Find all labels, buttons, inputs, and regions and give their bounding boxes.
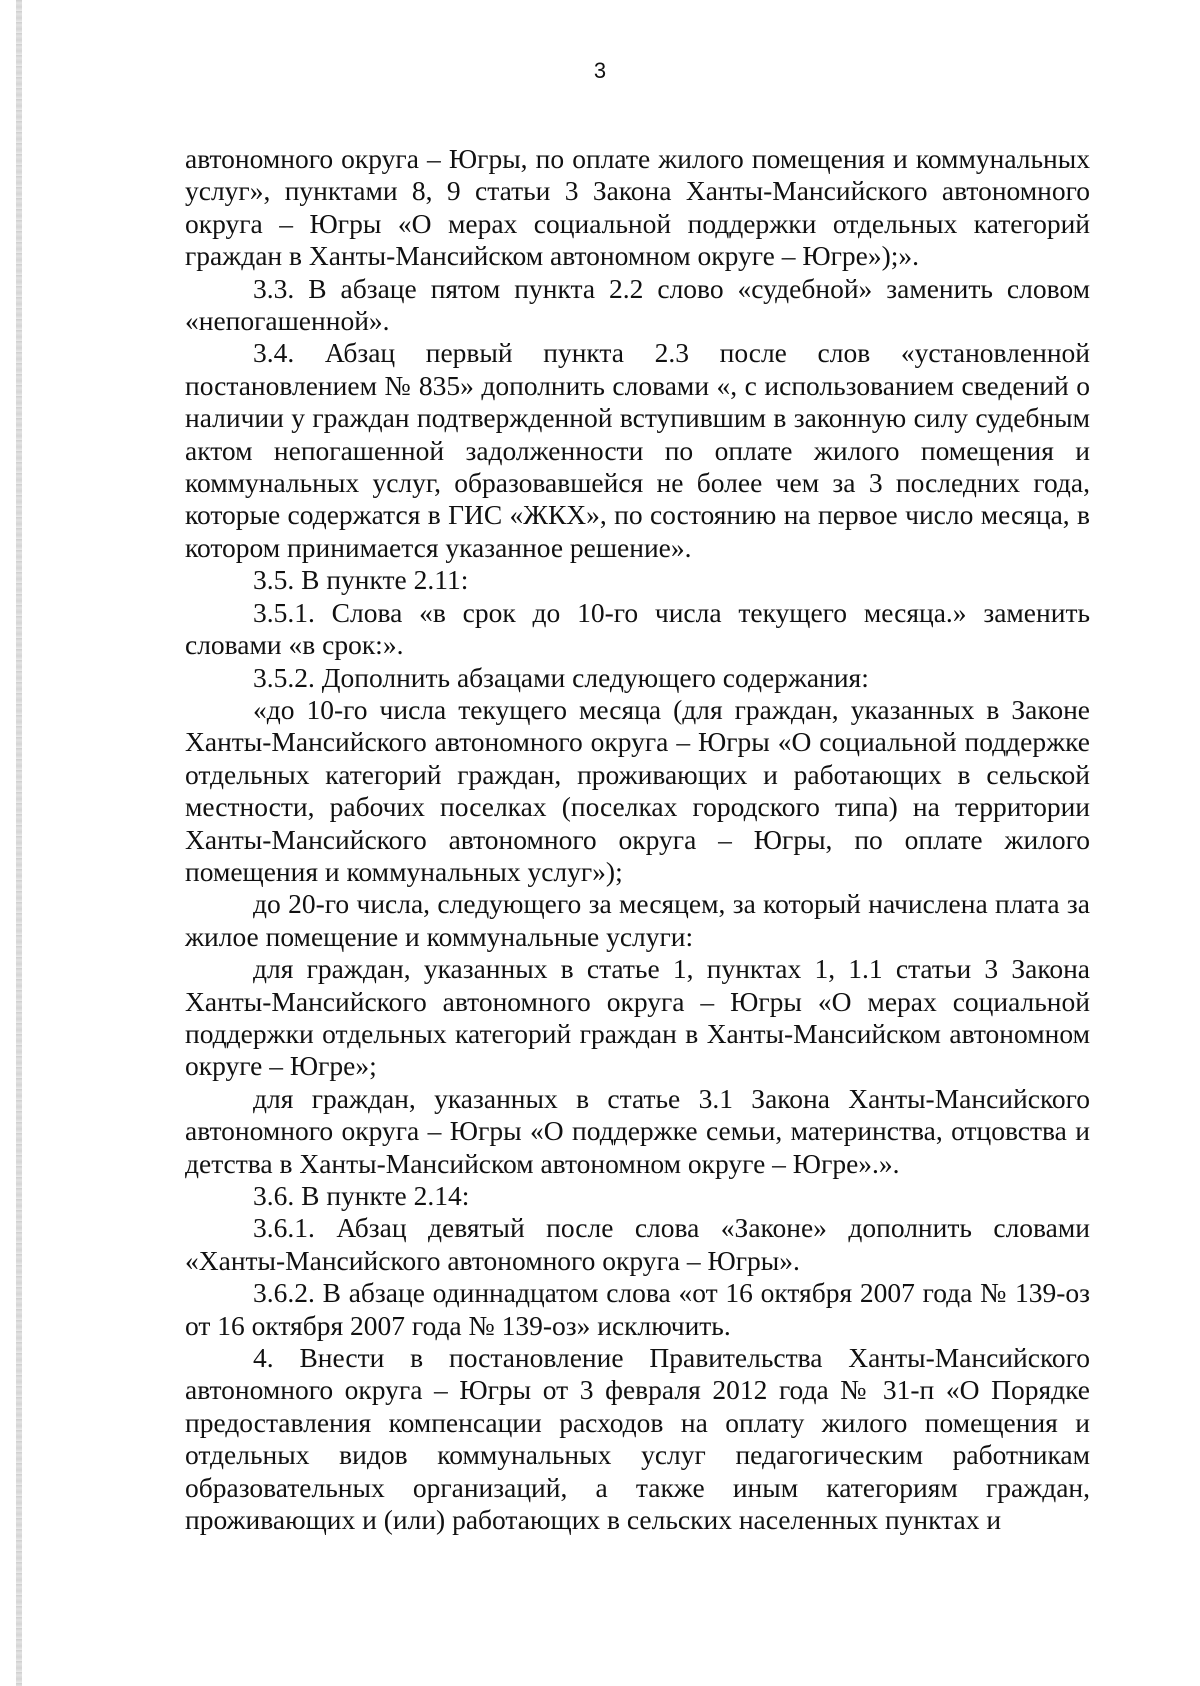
scan-edge-artifact <box>16 0 22 1686</box>
paragraph-quote-10th: «до 10-го числа текущего месяца (для граждан, указанных в Законе Ханты-Мансийского автономного округа – Югры «О социальной поддержке отдельных категорий граждан, проживающих и работающих в сельской местности, рабочих поселках (поселках городского типа) на территории Ханты-Мансийского автономного округа – Югры, по оплате жилого помещения и коммунальных услуг»); <box>185 693 1090 887</box>
paragraph-3-6-2: 3.6.2. В абзаце одиннадцатом слова «от 16 октября 2007 года № 139-оз от 16 октября 2007 года № 139-оз» исключить. <box>185 1277 1090 1341</box>
paragraph-3-3: 3.3. В абзаце пятом пункта 2.2 слово «судебной» заменить словом «непогашенной». <box>185 272 1090 337</box>
paragraph-citizens-article-3-1: для граждан, указанных в статье 3.1 Закона Ханты-Мансийского автономного округа – Югры «О поддержке семьи, материнства, отцовства и детства в Ханты-Мансийском автономном округе – Югре».». <box>185 1082 1090 1179</box>
paragraph-citizens-article-1: для граждан, указанных в статье 1, пунктах 1, 1.1 статьи 3 Закона Ханты-Мансийского автономного округа – Югры «О мерах социальной поддержки отдельных категорий граждан в Ханты-Мансийском автономном округе – Югре»; <box>185 953 1090 1082</box>
paragraph-3-6-1: 3.6.1. Абзац девятый после слова «Законе» дополнить словами «Ханты-Мансийского автономного округа – Югры». <box>185 1212 1090 1276</box>
page-number: 3 <box>593 58 607 83</box>
paragraph-20th: до 20-го числа, следующего за месяцем, за который начислена плата за жилое помещение и коммунальные услуги: <box>185 888 1090 952</box>
paragraph-3-5-2: 3.5.2. Дополнить абзацами следующего содержания: <box>253 661 869 693</box>
paragraph-3-5-1: 3.5.1. Слова «в срок до 10-го числа текущего месяца.» заменить словами «в срок:». <box>185 596 1090 661</box>
paragraph-3-4: 3.4. Абзац первый пункта 2.3 после слов «установленной постановлением № 835» дополнить словами «, с использованием сведений о наличии у граждан подтвержденной вступившим в законную силу судебным актом непогашенной задолженности по оплате жилого помещения и коммунальных услуг, образовавшейся не более чем за 3 последних года, которые содержатся в ГИС «ЖКХ», по состоянию на первое число месяца, в котором принимается указанное решение». <box>185 337 1090 563</box>
paragraph-4: 4. Внести в постановление Правительства Ханты-Мансийского автономного округа – Югры от 3 февраля 2012 года № 31-п «О Порядке предоставления компенсации расходов на оплату жилого помещения и отдельных видов коммунальных услуг педагогическим работникам образовательных организаций, а также иным категориям граждан, проживающих и (или) работающих в сельских населенных пунктах и <box>185 1342 1090 1536</box>
document-body <box>185 143 1090 1536</box>
paragraph-3-6: 3.6. В пункте 2.14: <box>253 1180 470 1211</box>
paragraph-3-5: 3.5. В пункте 2.11: <box>253 564 469 596</box>
paragraph-continuation: автономного округа – Югры, по оплате жилого помещения и коммунальных услуг», пунктами 8, 9 статьи 3 Закона Ханты-Мансийского автономного округа – Югры «О мерах социальной поддержки отдельных категорий граждан в Ханты-Мансийском автономном округе – Югре»);». <box>185 143 1090 272</box>
